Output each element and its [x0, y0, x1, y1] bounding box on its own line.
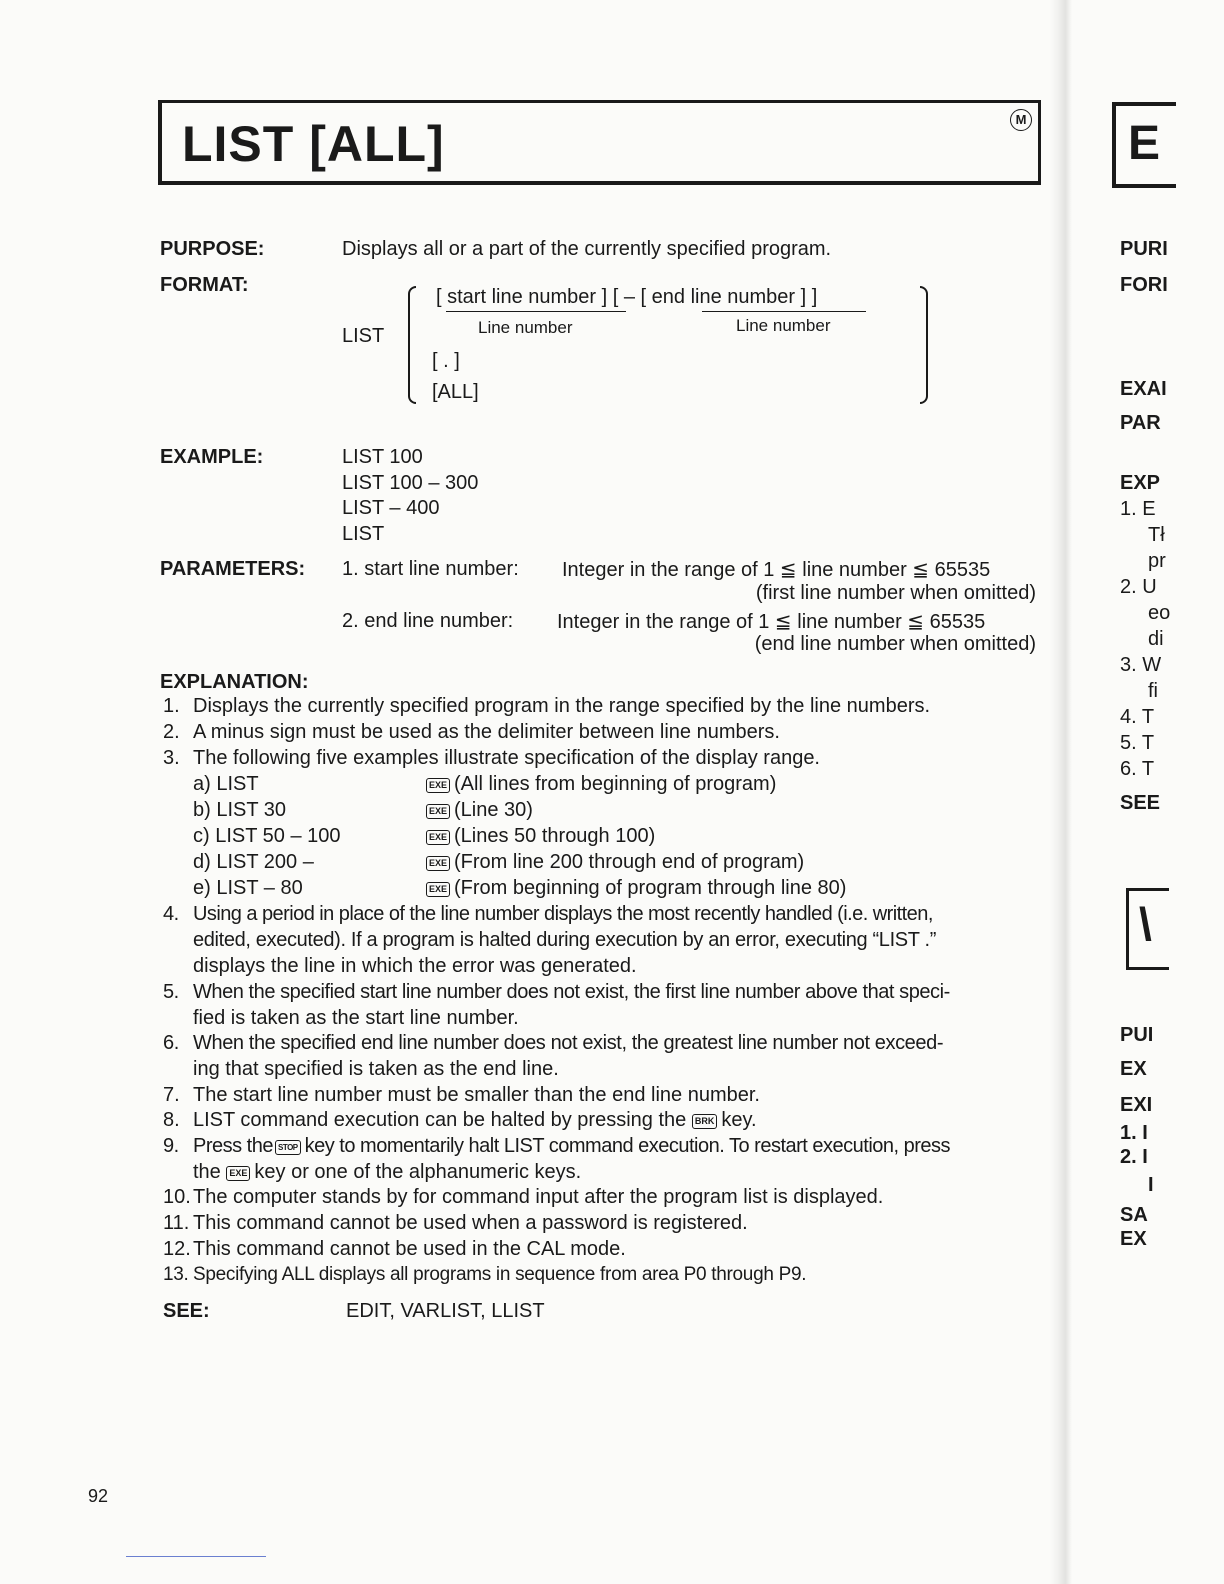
list-item: 1. Displays the currently specified program in the range specified by the line numbers.	[163, 695, 931, 717]
next-label: 3. W	[1120, 654, 1162, 676]
next-label: PAR	[1120, 412, 1161, 434]
next-label: eo	[1148, 602, 1171, 624]
purpose-label: PURPOSE:	[160, 238, 265, 260]
next-title-letter: E	[1128, 117, 1161, 170]
next-label: 1. E	[1120, 498, 1156, 520]
next-label: I	[1148, 1174, 1154, 1196]
next-label: 6. T	[1120, 758, 1155, 780]
list-item: 5. When the specified start line number does not exist, the first line number above that speci-	[163, 981, 950, 1003]
next-label: EXP	[1120, 472, 1161, 494]
example-row-desc: EXE (From beginning of program through line 80)	[426, 877, 846, 900]
next-label: EX	[1120, 1228, 1147, 1250]
next-label: fi	[1148, 680, 1158, 702]
next-label: EX	[1120, 1058, 1147, 1080]
list-item: 7. The start line number must be smaller than the end line number.	[163, 1084, 760, 1106]
exe-key-icon: EXE	[426, 830, 450, 845]
next-label: pr	[1148, 550, 1166, 572]
see-label: SEE:	[163, 1300, 210, 1322]
param1-desc: Integer in the range of 1 ≦ line number ≦ 65535	[562, 559, 991, 581]
param2-note: (end line number when omitted)	[754, 633, 1036, 655]
exe-key-icon: EXE	[426, 882, 450, 897]
parameters-label: PARAMETERS:	[160, 558, 306, 580]
format-line1: [ start line number ] [ – [ end line number ] ]	[436, 286, 818, 308]
format-right-brace	[920, 286, 928, 404]
list-item: 12. This command cannot be used in the CAL mode.	[163, 1238, 626, 1260]
param1-note: (first line number when omitted)	[755, 582, 1036, 604]
stop-key-icon: STOP	[275, 1140, 301, 1155]
next-label: PURI	[1120, 238, 1168, 260]
brk-key-icon: BRK	[692, 1114, 718, 1129]
example-row-desc: EXE (Line 30)	[426, 799, 533, 822]
next-label: 5. T	[1120, 732, 1155, 754]
example-row-desc: EXE (From line 200 through end of program)	[426, 851, 804, 874]
next-box2	[1126, 888, 1169, 970]
example-row-desc: EXE (All lines from beginning of program)	[426, 773, 776, 796]
next-label: SA	[1120, 1204, 1148, 1226]
list-item-cont: the EXE key or one of the alphanumeric keys.	[193, 1161, 582, 1183]
example-line: LIST 100 – 300	[342, 472, 479, 494]
param2-name: 2. end line number:	[342, 610, 514, 632]
next-title-box	[1112, 102, 1176, 188]
bottom-rule	[126, 1556, 266, 1557]
example-row: b) LIST 30	[193, 799, 287, 821]
list-item: 9. Press the STOP key to momentarily halt LIST command execution. To restart execution, press	[163, 1135, 951, 1157]
end-sub-label: Line number	[736, 316, 831, 335]
exe-key-icon: EXE	[426, 804, 450, 819]
next-label: 2. I	[1120, 1146, 1148, 1168]
next-label: SEE	[1120, 792, 1161, 814]
purpose-text: Displays all or a part of the currently specified program.	[342, 238, 832, 260]
example-row: a) LIST	[193, 773, 259, 795]
param2-desc: Integer in the range of 1 ≦ line number ≦ 65535	[557, 611, 986, 633]
list-item-cont: edited, executed). If a program is halted during execution by an error, executing “LIST .”	[193, 929, 937, 951]
format-left-brace	[408, 286, 416, 404]
example-row-desc: EXE (Lines 50 through 100)	[426, 825, 655, 848]
list-item-cont: fied is taken as the start line number.	[193, 1007, 519, 1029]
next-label: EXAI	[1120, 378, 1167, 400]
list-item-cont: ing that specified is taken as the end line.	[193, 1058, 559, 1080]
next-label: di	[1148, 628, 1164, 650]
format-label: FORMAT:	[160, 274, 249, 296]
example-row: e) LIST – 80	[193, 877, 303, 899]
explanation-label: EXPLANATION:	[160, 671, 309, 693]
param1-name: 1. start line number:	[342, 558, 519, 580]
title-box	[158, 100, 1041, 185]
next-box2-letter: \	[1139, 898, 1152, 950]
list-item: 8. LIST command execution can be halted by pressing the BRK key.	[163, 1109, 757, 1131]
list-item: 10. The computer stands by for command input after the program list is displayed.	[163, 1186, 884, 1208]
example-row: c) LIST 50 – 100	[193, 825, 341, 847]
start-sub-label: Line number	[478, 318, 573, 337]
exe-key-icon: EXE	[226, 1166, 250, 1181]
next-label: FORI	[1120, 274, 1168, 296]
list-item-cont: displays the line in which the error was generated.	[193, 955, 637, 977]
example-line: LIST 100	[342, 446, 423, 468]
page-number: 92	[88, 1486, 109, 1506]
see-text: EDIT, VARLIST, LLIST	[346, 1300, 545, 1322]
exe-key-icon: EXE	[426, 856, 450, 871]
format-opt-period: [ . ]	[432, 350, 460, 372]
list-item: 11. This command cannot be used when a password is registered.	[163, 1212, 748, 1234]
next-label: 1. I	[1120, 1122, 1148, 1144]
start-underline	[446, 311, 626, 312]
format-keyword: LIST	[342, 325, 385, 347]
next-label: PUI	[1120, 1024, 1154, 1046]
example-line: LIST	[342, 523, 385, 545]
example-row: d) LIST 200 –	[193, 851, 314, 873]
next-label: 2. U	[1120, 576, 1157, 598]
list-item: 2. A minus sign must be used as the delimiter between line numbers.	[163, 721, 780, 743]
end-underline	[702, 311, 866, 312]
format-opt-all: [ALL]	[432, 381, 479, 403]
list-item: 3. The following five examples illustrate specification of the display range.	[163, 747, 820, 769]
list-item: 4. Using a period in place of the line number displays the most recently handled (i.e. written,	[163, 903, 933, 925]
list-item: 6. When the specified end line number does not exist, the greatest line number not exceed-	[163, 1032, 944, 1054]
mode-mark-icon: M	[1010, 109, 1032, 131]
next-label: EXI	[1120, 1094, 1153, 1116]
next-label: Tł	[1148, 524, 1165, 546]
exe-key-icon: EXE	[426, 778, 450, 793]
example-line: LIST – 400	[342, 497, 440, 519]
page-title: LIST [ALL]	[182, 116, 445, 172]
next-page-edge	[1040, 0, 1224, 1584]
list-item: 13. Specifying ALL displays all programs in sequence from area P0 through P9.	[163, 1264, 807, 1285]
next-label: 4. T	[1120, 706, 1155, 728]
example-label: EXAMPLE:	[160, 446, 264, 468]
